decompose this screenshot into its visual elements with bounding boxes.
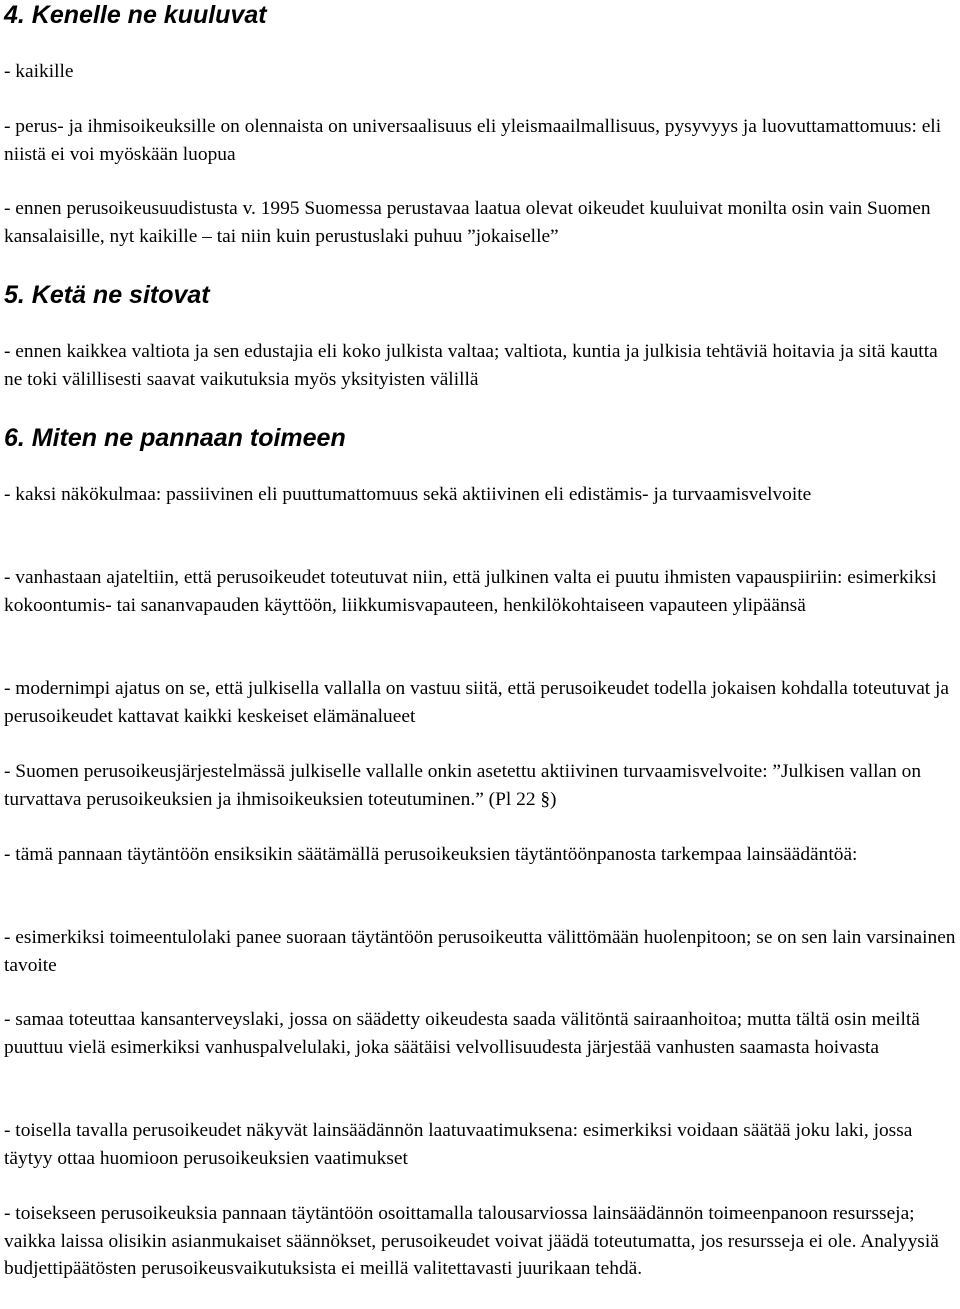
section-heading: 6. Miten ne pannaan toimeen — [4, 424, 346, 452]
paragraph: - kaksi näkökulmaa: passiivinen eli puuttumattomuus sekä aktiivinen eli edistämis- ja turvaamisvelvoite — [4, 484, 812, 505]
paragraph: - ennen perusoikeusuudistusta v. 1995 Suomessa perustavaa laatua olevat oikeudet kuuluivat monilta osin vain Suomen kansalaisille, nyt kaikille – tai niin kuin perustuslaki puhuu ”jokaiselle” — [4, 198, 931, 247]
paragraph: - tämä pannaan täytäntöön ensiksikin säätämällä perusoikeuksien täytäntöönpanosta tarkempaa lainsäädäntöä: — [4, 844, 858, 865]
paragraph: - esimerkiksi toimeentulolaki panee suoraan täytäntöön perusoikeutta välittömään huolenpitoon; se on sen lain varsinainen tavoite — [4, 927, 956, 976]
section-heading: 4. Kenelle ne kuuluvat — [4, 1, 267, 29]
paragraph: - toisekseen perusoikeuksia pannaan täytäntöön osoittamalla talousarviossa lainsäädännön toimeenpanoon resursseja; vaikka laissa olisikin asianmukaiset säännökset, perusoikeudet voivat jäädä toteutumatta, jos resursseja ei ole. Analyysiä budjettipäätösten perusoikeusvaikutuksista ei meillä valitettavasti juurikaan tehdä. — [4, 1203, 939, 1279]
paragraph: - Suomen perusoikeusjärjestelmässä julkiselle vallalle onkin asetettu aktiivinen turvaamisvelvoite: ”Julkisen vallan on turvattava perusoikeuksien ja ihmisoikeuksien toteutuminen.” (Pl 22 §) — [4, 761, 922, 810]
paragraph: - vanhastaan ajateltiin, että perusoikeudet toteutuvat niin, että julkinen valta ei puutu ihmisten vapauspiiriin: esimerkiksi kokoontumis- tai sananvapauden käyttöön, liikkumisvapauteen, henkilökohtaiseen vapauteen ylipäänsä — [4, 567, 937, 616]
paragraph: - samaa toteuttaa kansanterveyslaki, jossa on säädetty oikeudesta saada välitöntä sairaanhoitoa; mutta tältä osin meiltä puuttuu vielä esimerkiksi vanhuspalvelulaki, joka säätäisi velvollisuudesta järjestää vanhusten saamasta hoivasta — [4, 1009, 920, 1058]
section-heading: 5. Ketä ne sitovat — [4, 281, 210, 309]
paragraph: - toisella tavalla perusoikeudet näkyvät lainsäädännön laatuvaatimuksena: esimerkiksi voidaan säätää joku laki, jossa täytyy ottaa huomioon perusoikeuksien vaatimukset — [4, 1120, 913, 1169]
paragraph: - modernimpi ajatus on se, että julkisella vallalla on vastuu siitä, että perusoikeudet todella jokaisen kohdalla toteutuvat ja perusoikeudet kattavat kaikki keskeiset elämänalueet — [4, 678, 950, 727]
paragraph: - kaikille — [4, 61, 74, 82]
paragraph: - perus- ja ihmisoikeuksille on olennaista on universaalisuus eli yleismaailmallisuus, pysyvyys ja luovuttamattomuus: eli niistä ei voi myöskään luopua — [4, 116, 942, 165]
paragraph: - ennen kaikkea valtiota ja sen edustajia eli koko julkista valtaa; valtiota, kuntia ja julkisia tehtäviä hoitavia ja sitä kautta ne toki välillisesti saavat vaikutuksia myös yksityisten välillä — [4, 341, 938, 390]
